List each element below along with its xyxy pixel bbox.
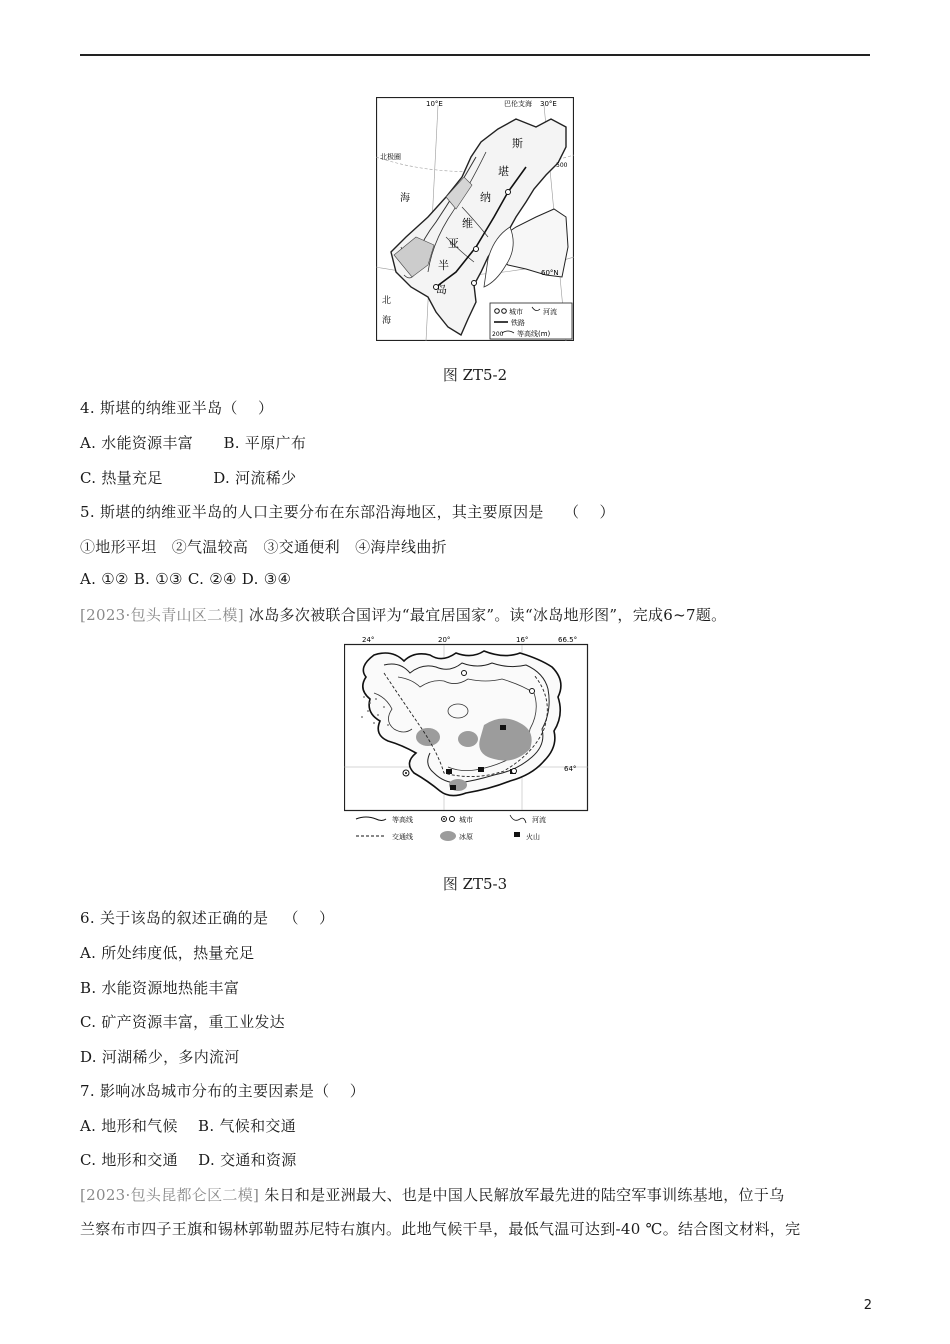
wei-label: 维 (462, 217, 473, 230)
lat64-label: 64° (564, 765, 577, 773)
scandinavia-map (376, 97, 574, 341)
legend2-traffic: 交通线 (392, 833, 413, 841)
q4-options-cd: C. 热量充足 D. 河流稀少 (80, 469, 297, 487)
kan-label: 堪 (498, 165, 509, 178)
intro-q6-7-source: [2023·包头青山区二模] (80, 606, 244, 624)
q4-options-ab: A. 水能资源丰富 B. 平原广布 (80, 434, 307, 452)
legend-contour: 等高线(m) (517, 330, 551, 338)
legend-city: 城市 (509, 308, 523, 316)
bei-label: 北 (382, 296, 392, 306)
legend2-volcano: 火山 (526, 833, 540, 841)
iceland-map (344, 633, 592, 849)
intro-q6-7 (80, 604, 726, 625)
legend2-glacier: 冰原 (459, 833, 473, 841)
volcano-3 (478, 767, 484, 772)
intro-q8-source: [2023·包头昆都仑区二模] (80, 1186, 260, 1204)
lon20-label: 20° (438, 636, 451, 644)
ban-label: 半 (438, 259, 449, 272)
legend-railway: 铁路 (511, 319, 525, 327)
header-rule (80, 54, 870, 56)
legend-contour-value: 200 (492, 331, 504, 338)
figure2-caption: 图 ZT5-3 (442, 875, 508, 893)
legend2-city: 城市 (459, 816, 473, 824)
contour-500-label: 500 (556, 162, 568, 169)
volcano-5 (450, 785, 456, 790)
intro-q8-text: 朱日和是亚洲最大、也是中国人民解放军最先进的陆空军事训练基地，位于乌 (259, 1186, 785, 1204)
lon24-label: 24° (362, 636, 375, 644)
lat665-label: 66.5° (558, 636, 578, 644)
hai-bottom-label: 海 (382, 316, 392, 326)
q6-option-d: D. 河湖稀少，多内流河 (80, 1048, 240, 1066)
lat60-label: 60°N (541, 269, 559, 277)
q6-option-b: B. 水能资源地热能丰富 (80, 979, 240, 997)
q7-options-ab: A. 地形和气候 B. 气候和交通 (80, 1117, 297, 1135)
ya-label: 亚 (448, 237, 459, 250)
q7-stem: 7. 影响冰岛城市分布的主要因素是（ ） (80, 1082, 366, 1100)
intro-q8-line2: 兰察布市四子王旗和锡林郭勒盟苏尼特右旗内。此地气候干旱，最低气温可达到-40 ℃。结合图文材料，完 (80, 1220, 801, 1238)
q5-items: ①地形平坦 ②气温较高 ③交通便利 ④海岸线曲折 (80, 538, 447, 556)
si-label: 斯 (512, 137, 523, 150)
q7-options-cd: C. 地形和交通 D. 交通和资源 (80, 1151, 297, 1169)
legend2-contour: 等高线 (392, 816, 413, 824)
q6-option-a: A. 所处纬度低，热量充足 (80, 944, 255, 962)
dao-label: 岛 (436, 283, 447, 296)
barents-label: 巴伦支海 (504, 100, 532, 108)
glacier-langjokull (416, 728, 440, 746)
legend2-river: 河流 (532, 816, 546, 824)
figure1-caption: 图 ZT5-2 (442, 366, 508, 384)
q4-stem: 4. 斯堪的纳维亚半岛（ ） (80, 399, 274, 417)
lon10-label: 10°E (426, 100, 443, 108)
volcano-2 (446, 769, 452, 774)
lon30-label: 30°E (540, 100, 557, 108)
q6-stem: 6. 关于该岛的叙述正确的是 （ ） (80, 909, 335, 927)
na-label: 纳 (480, 191, 491, 204)
intro-q6-7-text: 冰岛多次被联合国评为“最宜居国家”。读“冰岛地形图”，完成6~7题。 (243, 606, 727, 624)
q5-options: A. ①② B. ①③ C. ②④ D. ③④ (80, 570, 292, 588)
page-number: 2 (863, 1298, 872, 1313)
legend-river: 河流 (543, 308, 557, 316)
volcano-1 (500, 725, 506, 730)
q5-stem: 5. 斯堪的纳维亚半岛的人口主要分布在东部沿海地区，其主要原因是 （ ） (80, 503, 615, 521)
glacier-hofsjokull (458, 731, 478, 747)
arctic-label: 北极圈 (380, 153, 401, 161)
intro-q8 (80, 1184, 784, 1205)
lon16-label: 16° (516, 636, 529, 644)
q6-option-c: C. 矿产资源丰富，重工业发达 (80, 1013, 285, 1031)
hai-left-label: 海 (400, 193, 410, 204)
